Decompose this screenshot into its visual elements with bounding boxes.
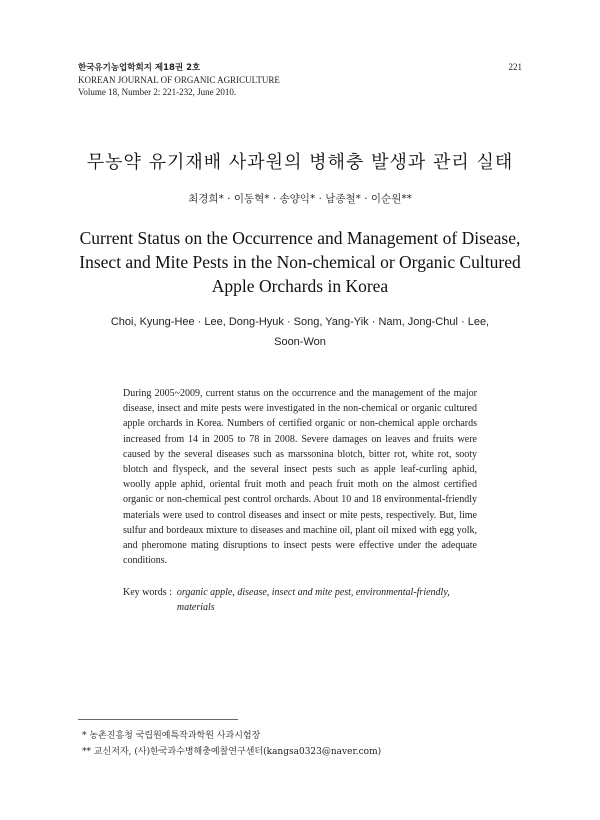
- keywords: [123, 585, 477, 615]
- footnote-affiliation: * 농촌진흥청 국립원예특작과학원 사과시험장: [82, 731, 261, 741]
- journal-name-korean: 한국유기농업학회지 제18권 2호: [78, 63, 201, 73]
- footnote-corresponding-author: ** 교신저자, (사)한국과수병해충예찰연구센터(kangsa0323@naver.com): [82, 747, 382, 757]
- journal-name-english: KOREAN JOURNAL OF ORGANIC AGRICULTURE: [78, 75, 280, 85]
- title-english: Current Status on the Occurrence and Management of Disease, Insect and Mite Pests in the Non-chemical or Organic Cultured Apple Orchards in Korea: [79, 228, 521, 296]
- authors-english: Choi, Kyung-Hee · Lee, Dong-Hyuk · Song, Yang-Yik · Nam, Jong-Chul · Lee, Soon-Won: [110, 316, 490, 348]
- keywords-label: Key words :: [123, 587, 172, 598]
- footnotes: [82, 728, 522, 760]
- journal-header: [78, 62, 522, 98]
- title-korean: 무농약 유기재배 사과원의 병해충 발생과 관리 실태: [86, 152, 514, 173]
- keywords-text: organic apple, disease, insect and mite pest, environmental-friendly, materials: [176, 587, 450, 613]
- journal-volume: Volume 18, Number 2: 221-232, June 2010.: [78, 87, 237, 97]
- authors-korean: 최경희* · 이동혁* · 송양익* · 남종철* · 이순원**: [188, 193, 412, 205]
- page-number: 221: [508, 62, 522, 72]
- footnote-divider: [78, 719, 238, 720]
- abstract: During 2005~2009, current status on the occurrence and the management of the major disease, insect and mite pests were investigated in the non-chemical or organic cultured apple orchards in Korea. Numbers of certified organic or non-chemical apple orchards increased from 14 in 2005 to 78 in 2008. Severe damages on leaves and fruits were caused by the several diseases such as marssonina blotch, bitter rot, white rot, sooty blotch and flyspeck, and the several insect pests such as apple leaf-curling aphid, woolly apple aphid, oriental fruit moth and peach fruit moth on the almost certified organic or non-chemical pest control orchards. About 10 and 18 environmental-friendly materials were used to control diseases and insect or mite pests, respectively. But, lime sulfur and bordeaux mixture to diseases and machine oil, plant oil mixed with egg yolk, and pheromone mating disruptions to insect pests were effective under the adequate conditions.: [123, 388, 477, 567]
